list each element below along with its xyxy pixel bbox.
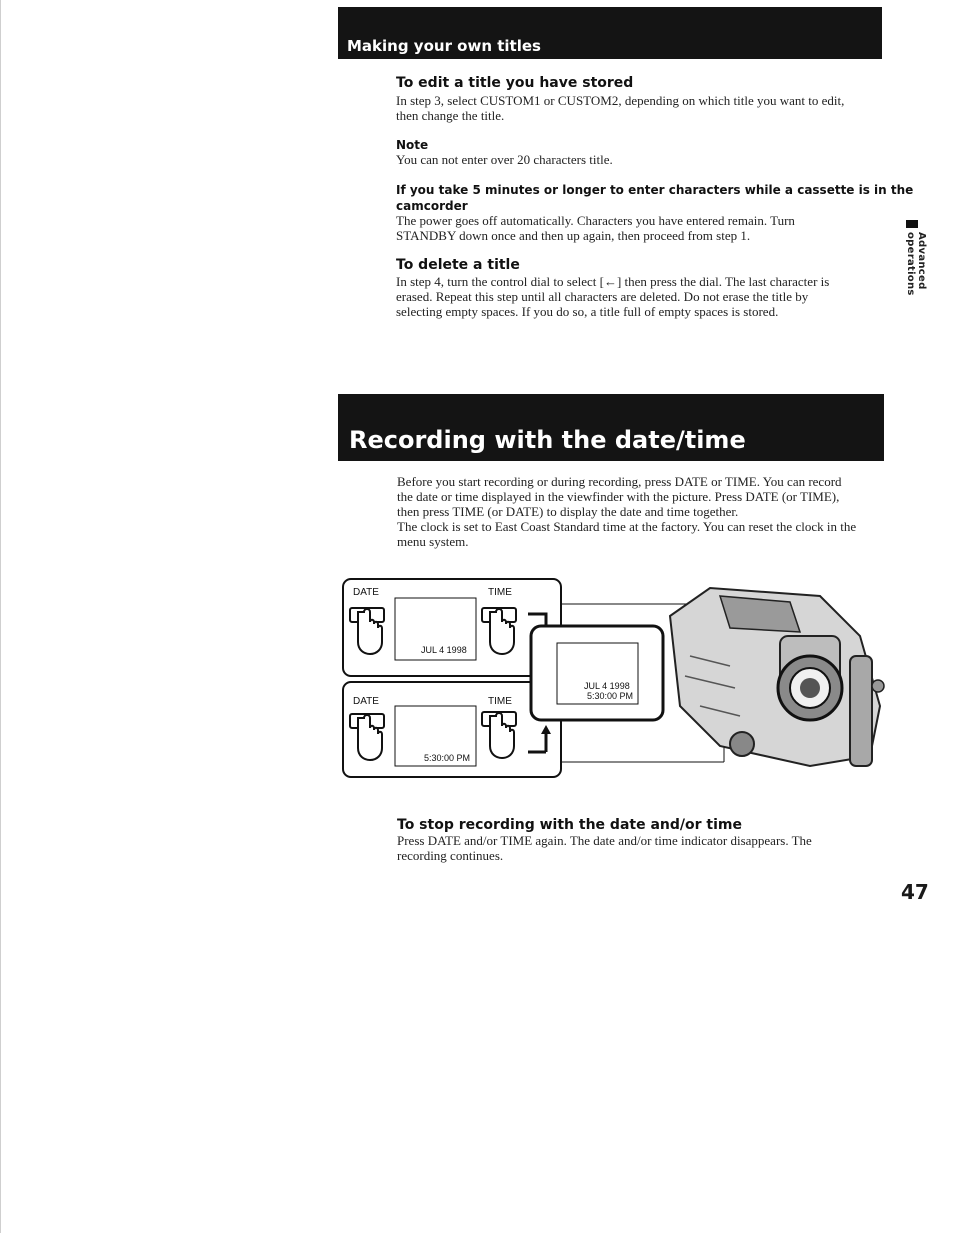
section-banner-making-titles — [338, 7, 882, 59]
paragraph-edit-title — [396, 93, 844, 123]
time-button-label: TIME — [488, 696, 512, 707]
page-number: 47 — [901, 880, 929, 904]
section-banner-title: Recording with the date/time — [349, 426, 746, 454]
paragraph-delete-title — [396, 274, 829, 319]
lcd-time-text: 5:30:00 PM — [424, 753, 471, 763]
camcorder-illustration — [670, 588, 884, 766]
viewfinder-display — [531, 626, 663, 720]
heading-line: camcorder — [396, 199, 468, 213]
panel-date — [343, 579, 561, 676]
heading-stop-recording: To stop recording with the date and/or time — [397, 817, 742, 833]
date-time-illustration — [340, 576, 890, 781]
text-line: then change the title. — [396, 108, 505, 123]
sidebar-marker — [906, 220, 918, 228]
text-line: In step 4, turn the control dial to select [←] then press the dial. The last character is — [396, 274, 830, 289]
heading-five-minutes — [396, 182, 913, 214]
text-line: STANDBY down once and then up again, then proceed from step 1. — [396, 228, 751, 243]
paragraph-stop-recording — [397, 833, 812, 863]
text-line: The power goes off automatically. Characters you have entered remain. Turn — [396, 213, 795, 228]
date-button-label: DATE — [353, 696, 379, 707]
paragraph-five-minutes — [396, 213, 795, 243]
heading-edit-title: To edit a title you have stored — [396, 75, 634, 91]
viewfinder-time-text: 5:30:00 PM — [587, 691, 634, 701]
text-line: In step 3, select CUSTOM1 or CUSTOM2, depending on which title you want to edit, — [396, 93, 845, 108]
heading-delete-title: To delete a title — [396, 257, 520, 273]
text-line: Press DATE and/or TIME again. The date and/or time indicator disappears. The — [397, 833, 812, 848]
paragraph-intro — [397, 474, 856, 549]
text-line: the date or time displayed in the viewfinder with the picture. Press DATE (or TIME), — [397, 489, 840, 504]
viewfinder-date-text: JUL 4 1998 — [584, 681, 630, 691]
section-banner-date-time — [338, 394, 884, 461]
text-line: Before you start recording or during recording, press DATE or TIME. You can record — [397, 474, 842, 489]
heading-line: If you take 5 minutes or longer to enter characters while a cassette is in the — [396, 183, 914, 197]
text-line: menu system. — [397, 534, 469, 549]
sidebar-section-tab — [903, 220, 927, 350]
paragraph-note: You can not enter over 20 characters title. — [396, 152, 613, 167]
time-button-label: TIME — [488, 587, 512, 598]
lcd-date-text: JUL 4 1998 — [421, 645, 467, 655]
heading-note: Note — [396, 138, 429, 152]
text-line: then press TIME (or DATE) to display the date and time together. — [397, 504, 739, 519]
text-line: selecting empty spaces. If you do so, a title full of empty spaces is stored. — [396, 304, 779, 319]
text-line: recording continues. — [397, 848, 504, 863]
text-line: erased. Repeat this step until all characters are deleted. Do not erase the title by — [396, 289, 809, 304]
page-edge-rule — [0, 0, 1, 1233]
text-line: The clock is set to East Coast Standard time at the factory. You can reset the clock in the — [397, 519, 857, 534]
section-banner-title: Making your own titles — [347, 37, 541, 55]
panel-time — [343, 682, 561, 777]
sidebar-label: Advanced operations — [905, 232, 927, 296]
date-button-label: DATE — [353, 587, 379, 598]
